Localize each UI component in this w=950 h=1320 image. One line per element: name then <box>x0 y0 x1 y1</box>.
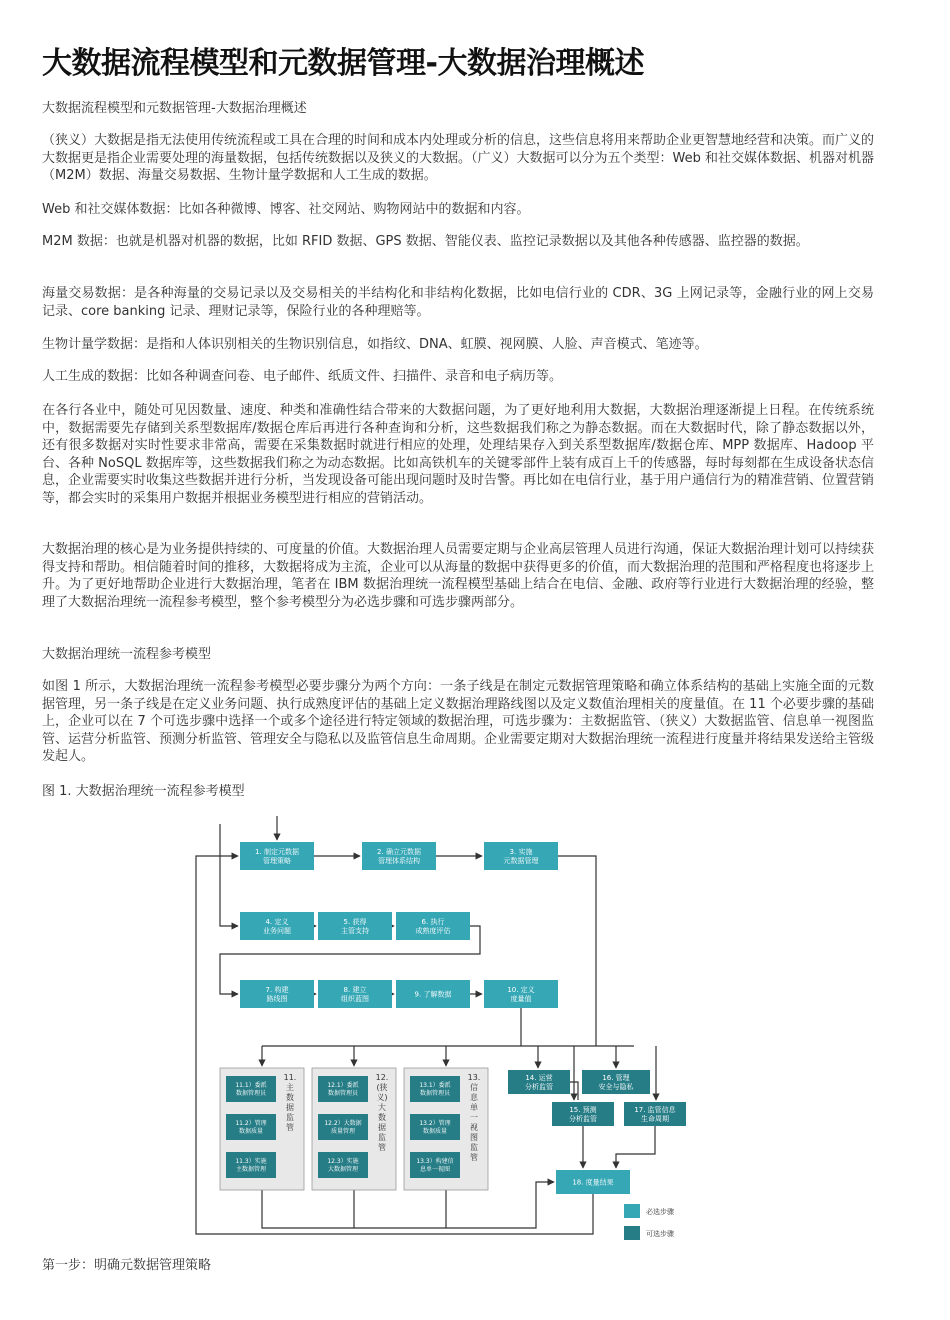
svg-text:成熟度评估: 成熟度评估 <box>415 926 451 935</box>
svg-text:安全与隐私: 安全与隐私 <box>598 1082 634 1091</box>
optional-step-12-3-box <box>318 1152 368 1178</box>
legend-optional-swatch <box>624 1226 640 1240</box>
svg-text:图: 图 <box>470 1133 478 1142</box>
svg-text:路线图: 路线图 <box>266 994 288 1003</box>
svg-text:11.3）实施: 11.3）实施 <box>235 1158 267 1166</box>
svg-text:11.1）委派: 11.1）委派 <box>235 1082 267 1090</box>
svg-text:信: 信 <box>470 1083 478 1092</box>
step-1-box <box>240 842 314 870</box>
optional-step-11-3-box <box>226 1152 276 1178</box>
svg-text:1. 制定元数据: 1. 制定元数据 <box>255 847 299 856</box>
step-16-box <box>582 1070 650 1094</box>
svg-text:管理体系结构: 管理体系结构 <box>378 856 420 865</box>
step-14-box <box>508 1070 570 1094</box>
optional-step-12-2-box <box>318 1114 368 1140</box>
svg-text:息单一视图: 息单一视图 <box>419 1166 451 1174</box>
step-4-box <box>240 912 314 940</box>
svg-text:分析监管: 分析监管 <box>525 1082 553 1091</box>
optional-step-11-2-box <box>226 1114 276 1140</box>
optional-step-11-1-box <box>226 1076 276 1102</box>
svg-text:管: 管 <box>470 1153 478 1162</box>
step-18-box <box>556 1170 630 1194</box>
svg-text:数据管理员: 数据管理员 <box>235 1090 267 1098</box>
svg-text:18. 度量结果: 18. 度量结果 <box>572 1178 614 1187</box>
svg-text:3. 实施: 3. 实施 <box>509 847 533 856</box>
svg-text:质量管理: 质量管理 <box>330 1128 356 1136</box>
svg-text:(狭: (狭 <box>376 1083 388 1092</box>
step-2-box <box>362 842 436 870</box>
step-7-box <box>240 980 314 1008</box>
svg-text:息: 息 <box>470 1093 478 1102</box>
svg-text:13.2）管理: 13.2）管理 <box>419 1120 451 1128</box>
svg-text:数据管理员: 数据管理员 <box>419 1090 451 1098</box>
step-9-box <box>396 980 470 1008</box>
svg-text:11.2）管理: 11.2）管理 <box>235 1120 267 1128</box>
svg-text:组织蓝图: 组织蓝图 <box>341 994 369 1003</box>
human-paragraph: 人工生成的数据：比如各种调查问卷、电子邮件、纸质文件、扫描件、录音和电子病历等。 <box>42 369 563 384</box>
section-heading: 大数据治理统一流程参考模型 <box>42 647 212 662</box>
svg-text:据: 据 <box>378 1123 386 1132</box>
svg-text:分析监管: 分析监管 <box>569 1114 597 1123</box>
core-paragraph: 大数据治理的核心是为业务提供持续的、可度量的价值。大数据治理人员需要定期与企业高层管理人员进行沟通，保证大数据治理计划可以持续获得支持和帮助。相信随着时间的推移，大数据将成为主流，企业可以从海量的数据中获得更多的价值，而大数据治理的范围和严格程度也将逐步上升。为了更好地帮助企业进行大数据治理，笔者在 IBM 数据治理统一流程模型基础上结合在电信、金融、政府等行业进行大数据治理的经验，整理了大数据治理统一流程参考模型，整个参考模型分为必选步骤和可选步骤两部分。 <box>42 542 875 610</box>
svg-text:2. 确立元数据: 2. 确立元数据 <box>377 847 421 856</box>
step-17-box <box>624 1102 686 1126</box>
svg-text:大数据管理: 大数据管理 <box>327 1166 359 1174</box>
legend-required-label: 必选步骤 <box>646 1208 674 1216</box>
svg-text:10. 定义: 10. 定义 <box>507 985 535 994</box>
svg-text:数: 数 <box>286 1093 294 1102</box>
svg-text:数据管理员: 数据管理员 <box>327 1090 359 1098</box>
svg-text:主数据管理: 主数据管理 <box>235 1166 267 1174</box>
svg-text:12.: 12. <box>375 1073 389 1082</box>
svg-text:主: 主 <box>286 1083 294 1092</box>
svg-text:大: 大 <box>378 1103 386 1112</box>
svg-text:13.1）委派: 13.1）委派 <box>419 1082 451 1090</box>
m2m-paragraph: M2M 数据：也就是机器对机器的数据，比如 RFID 数据、GPS 数据、智能仪表、监控记录数据以及其他各种传感器、监控器的数据。 <box>42 234 809 249</box>
step-10-box <box>484 980 558 1008</box>
svg-text:管: 管 <box>286 1123 294 1132</box>
svg-text:视: 视 <box>470 1123 478 1132</box>
svg-text:业务问题: 业务问题 <box>263 926 291 935</box>
svg-text:6. 执行: 6. 执行 <box>421 917 445 926</box>
svg-text:度量值: 度量值 <box>510 994 532 1003</box>
svg-text:数据质量: 数据质量 <box>422 1128 448 1136</box>
step-15-box <box>552 1102 614 1126</box>
web-data-paragraph: Web 和社交媒体数据：比如各种微博、博客、社交网站、购物网站中的数据和内容。 <box>42 202 530 217</box>
optional-step-13-1-box <box>410 1076 460 1102</box>
svg-text:12.1）委派: 12.1）委派 <box>327 1082 359 1090</box>
svg-text:管理策略: 管理策略 <box>263 856 291 865</box>
step-5-box <box>318 912 392 940</box>
svg-text:9. 了解数据: 9. 了解数据 <box>414 990 452 999</box>
optional-step-13-3-box <box>410 1152 460 1178</box>
optional-step-13-2-box <box>410 1114 460 1140</box>
intro-paragraph: （狭义）大数据是指无法使用传统流程或工具在合理的时间和成本内处理或分析的信息，这些信息将用来帮助企业更智慧地经营和决策。而广义的大数据更是指企业需要处理的海量数据，包括传统数据以及狭义的大数据。（广义）大数据可以分为五个类型：Web 和社交媒体数据、机器对机器（M2M）数据、海量交易数据、生物计量学数据和人工生成的数据。 <box>42 133 875 184</box>
svg-text:4. 定义: 4. 定义 <box>265 917 289 926</box>
legend-optional-label: 可选步骤 <box>646 1230 674 1238</box>
model-description: 如图 1 所示，大数据治理统一流程参考模型必要步骤分为两个方向：一条子线是在制定元数据管理策略和确立体系结构的基础上实施全面的元数据管理，另一条子线是在定义业务问题、执行成熟度评估的基础上定义数据治理路线图以及定义数值治理相关的度量值。在 11 个必要步骤的基础上，企业可以在 7 个可选步骤中选择一个或多个途径进行特定领域的数据治理，可选步骤为：主数据监管、（狭义）大数据监管、信息单一视图监管、运营分析监管、预测分析监管、管理安全与隐私以及监管信息生命周期。企业需要定期对大数据治理统一流程进行度量并将结果发送给主管级发起人。 <box>42 679 875 765</box>
svg-text:7. 构建: 7. 构建 <box>265 985 289 994</box>
svg-text:5. 获得: 5. 获得 <box>343 917 367 926</box>
svg-text:16. 管理: 16. 管理 <box>602 1073 630 1082</box>
legend <box>624 1204 674 1240</box>
svg-text:一: 一 <box>470 1113 478 1122</box>
trade-paragraph: 海量交易数据：是各种海量的交易记录以及交易相关的半结构化和非结构化数据，比如电信行业的 CDR、3G 上网记录等，金融行业的网上交易记录、core banking 记录、理财记录等，保险行业的各种理赔等。 <box>42 286 874 319</box>
step-heading: 第一步：明确元数据管理策略 <box>42 1258 212 1273</box>
svg-text:监: 监 <box>378 1133 386 1142</box>
svg-text:生命周期: 生命周期 <box>641 1114 669 1123</box>
legend-required-swatch <box>624 1204 640 1218</box>
svg-text:13.3）构建信: 13.3）构建信 <box>416 1158 454 1166</box>
step-8-box <box>318 980 392 1008</box>
step-3-box <box>484 842 558 870</box>
svg-text:监: 监 <box>286 1113 294 1122</box>
svg-text:单: 单 <box>470 1103 478 1112</box>
svg-text:8. 建立: 8. 建立 <box>343 985 367 994</box>
svg-text:11.: 11. <box>283 1073 297 1082</box>
svg-text:主管支持: 主管支持 <box>341 926 369 935</box>
svg-text:数: 数 <box>378 1113 386 1122</box>
svg-text:监: 监 <box>470 1143 478 1152</box>
svg-text:数据质量: 数据质量 <box>238 1128 264 1136</box>
svg-text:17. 监管信息: 17. 监管信息 <box>634 1105 676 1114</box>
figure-caption: 图 1. 大数据治理统一流程参考模型 <box>42 784 245 799</box>
svg-text:管: 管 <box>378 1143 386 1152</box>
svg-text:元数据管理: 元数据管理 <box>503 856 539 865</box>
svg-text:13.: 13. <box>467 1073 481 1082</box>
svg-text:12.3）实施: 12.3）实施 <box>327 1158 359 1166</box>
svg-text:据: 据 <box>286 1103 294 1112</box>
svg-text:义): 义) <box>376 1093 388 1102</box>
subtitle-paragraph: 大数据流程模型和元数据管理-大数据治理概述 <box>42 101 307 116</box>
industry-paragraph: 在各行各业中，随处可见因数量、速度、种类和准确性结合带来的大数据问题，为了更好地利用大数据，大数据治理逐渐提上日程。在传统系统中，数据需要先存储到关系型数据库/数据仓库后再进行各种查询和分析，这些数据我们称之为静态数据。而在大数据时代，除了静态数据以外，还有很多数据对实时性要求非常高，需要在采集数据时就进行相应的处理，处理结果存入到关系型数据库/数据仓库、MPP 数据库、Hadoop 平台、各种 NoSQL 数据库等，这些数据我们称之为动态数据。比如高铁机车的关键零部件上装有成百上千的传感器，每时每刻都在生成设备状态信息，企业需要实时收集这些数据并进行分析，当发现设备可能出现问题时及时告警。再比如在电信行业，基于用户通信行为的精准营销、位置营销等，都会实时的采集用户数据并根据业务模型进行相应的营销活动。 <box>42 403 875 506</box>
bio-paragraph: 生物计量学数据：是指和人体识别相关的生物识别信息，如指纹、DNA、虹膜、视网膜、人脸、声音模式、笔迹等。 <box>42 337 708 352</box>
svg-text:14. 运营: 14. 运营 <box>525 1073 553 1082</box>
optional-step-12-1-box <box>318 1076 368 1102</box>
page-title: 大数据流程模型和元数据管理-大数据治理概述 <box>42 46 644 81</box>
svg-text:12.2）大数据: 12.2）大数据 <box>324 1120 362 1128</box>
svg-text:15. 预测: 15. 预测 <box>569 1105 597 1114</box>
governance-process-diagram <box>176 814 688 1248</box>
step-6-box <box>396 912 470 940</box>
